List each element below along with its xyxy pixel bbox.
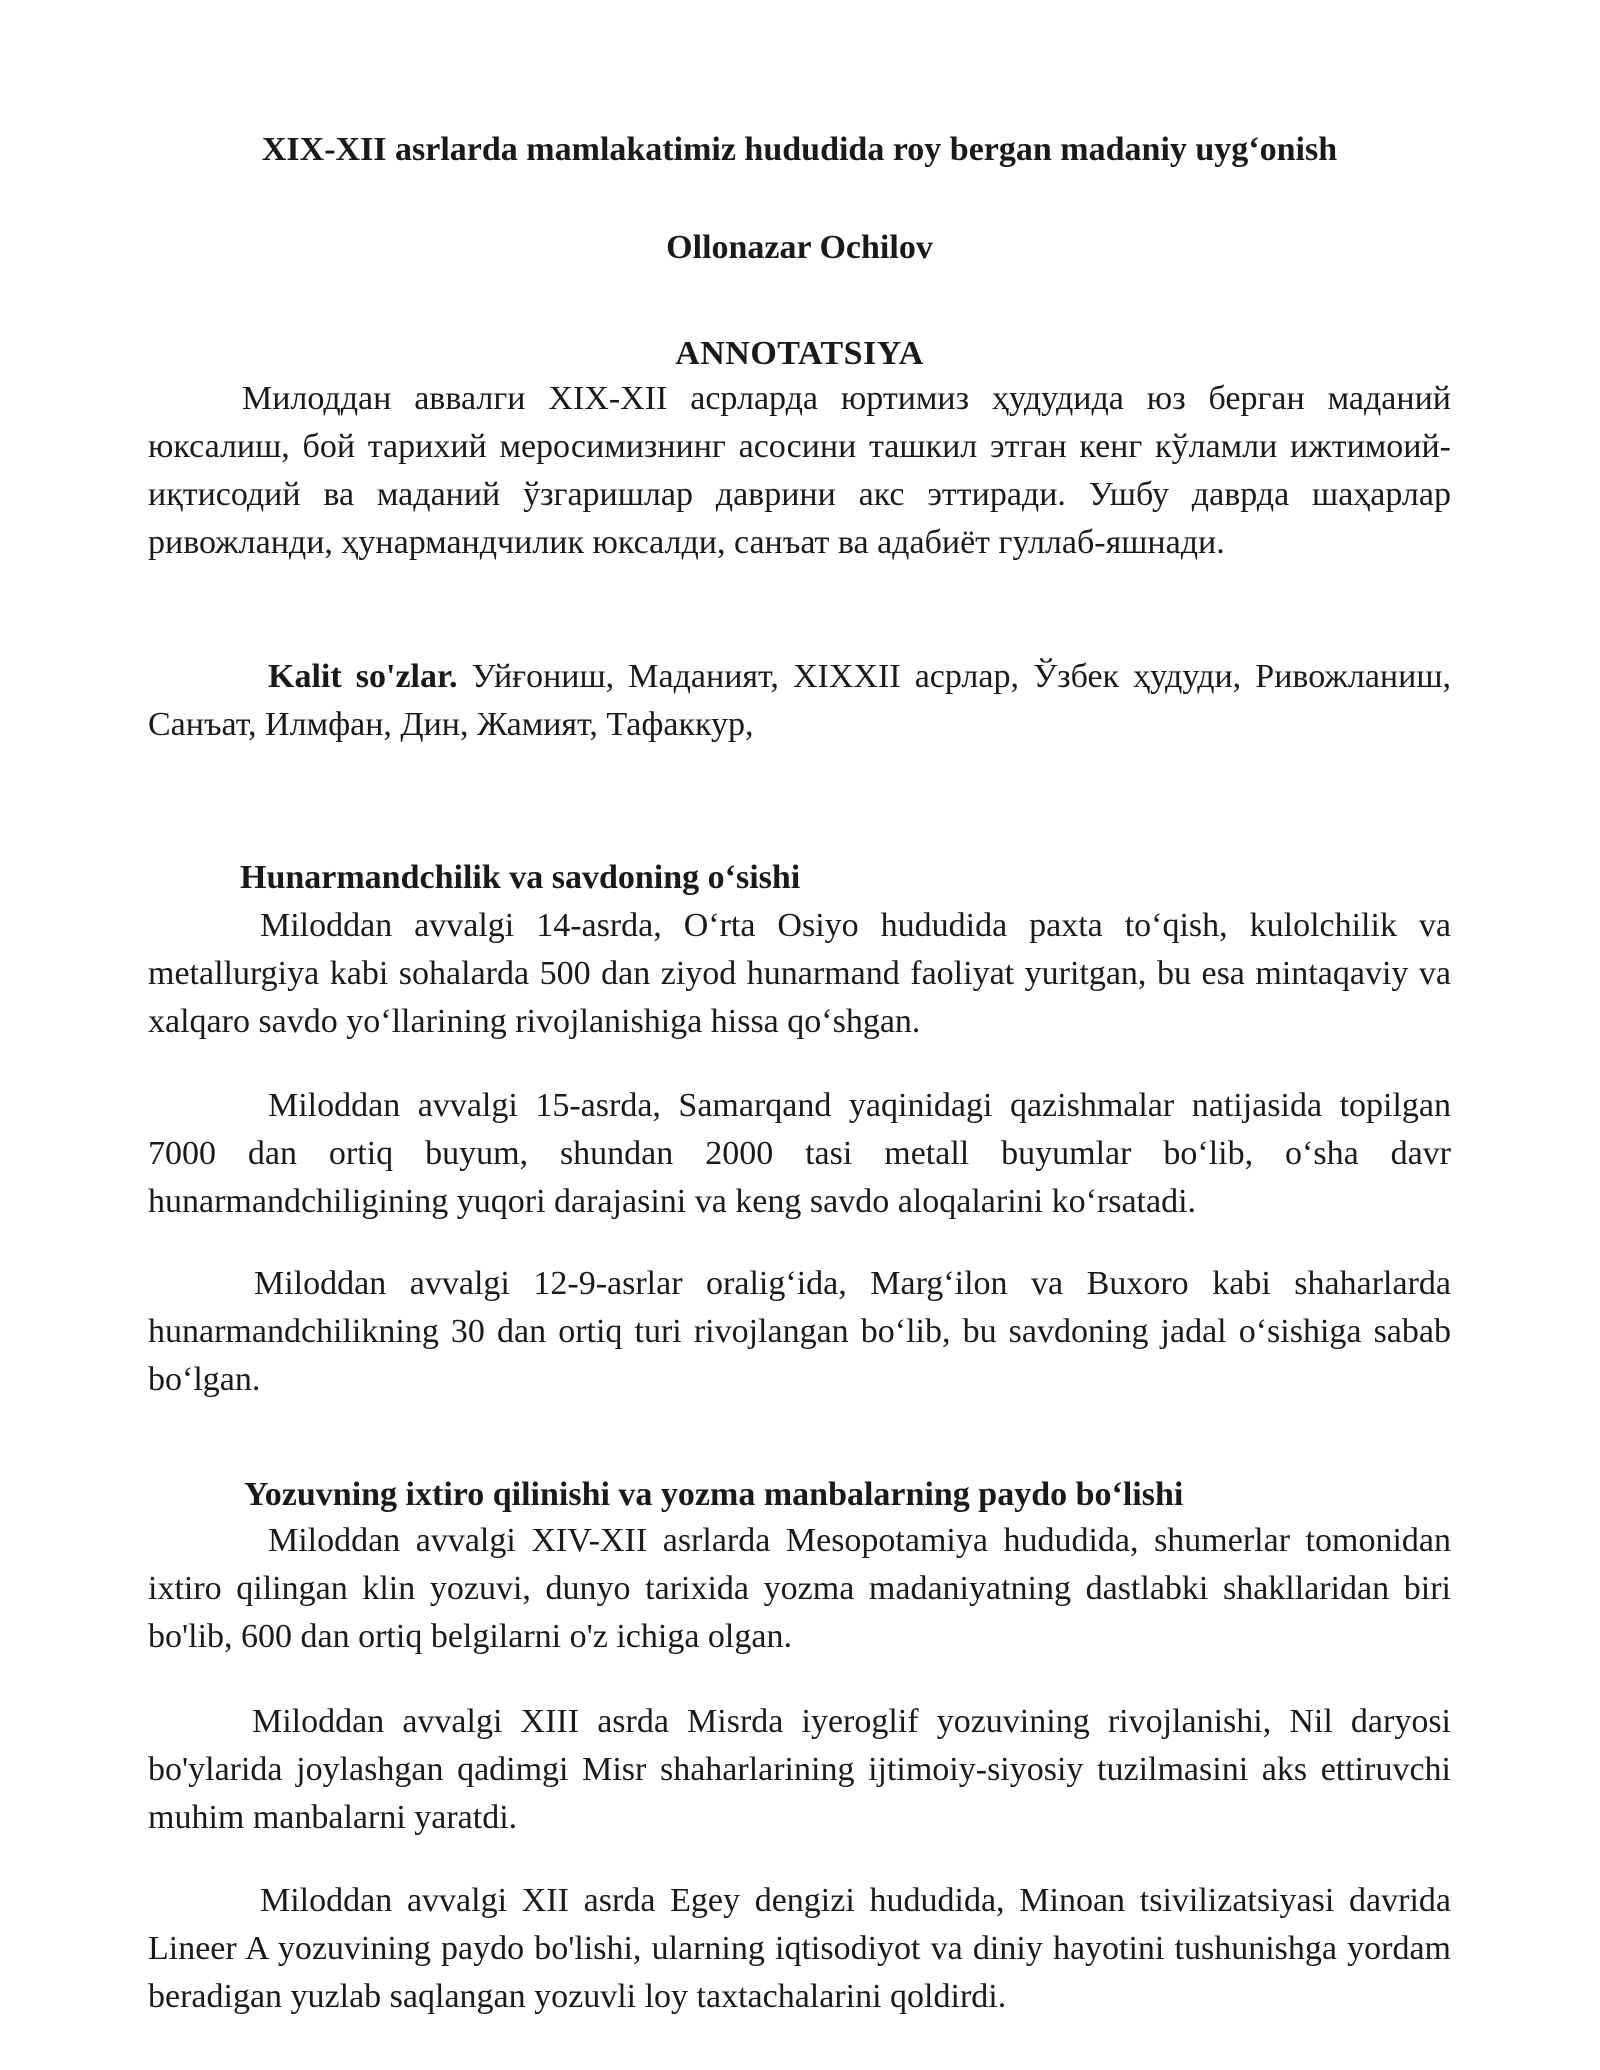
keywords-text: Уйғониш, Маданият, XIXXII асрлар, Ўзбек ҳудуди, Ривожланиш, Санъат, Илмфан, Дин, Жамият, Тафаккур, [148,658,1451,743]
crafts-paragraph-3: Miloddan avvalgi 12-9-asrlar oralig‘ida, Marg‘ilon va Buxoro kabi shaharlarda hunarmandchilikning 30 dan ortiq turi rivojlangan bo‘lib, bu savdoning jadal o‘sishiga sabab bo‘lgan. [148,1265,1451,1398]
author-name: Ollonazar Ochilov [666,229,933,266]
keywords-label: Kalit so'zlar. [268,658,458,695]
section-heading-crafts-trade: Hunarmandchilik va savdoning o‘sishi [240,859,801,896]
abstract-paragraph: Милоддан аввалги XIX-XII асрларда юртимиз ҳудудида юз берган маданий юксалиш, бой тарихий меросимизнинг асосини ташкил этган кенг кўламли ижтимоий-иқтисодий ва маданий ўзгаришлар даврини акс эттиради. Ушбу даврда шаҳарлар ривожланди, ҳунармандчилик юксалди, санъат ва адабиёт гуллаб-яшнади. [148,380,1451,561]
section-heading-writing: Yozuvning ixtiro qilinishi va yozma manbalarning paydo bo‘lishi [244,1476,1184,1513]
writing-paragraph-3: Miloddan avvalgi XII asrda Egey dengizi hududida, Minoan tsivilizatsiyasi davrida Lineer A yozuvining paydo bo'lishi, ularning iqtisodiyot va diniy hayotini tushunishga yordam beradigan yuzlab saqlangan yozuvli loy taxtachalarini qoldirdi. [148,1882,1451,2015]
crafts-paragraph-2: Miloddan avvalgi 15-asrda, Samarqand yaqinidagi qazishmalar natijasida topilgan 7000 dan ortiq buyum, shundan 2000 tasi metall buyumlar bo‘lib, o‘sha davr hunarmandchiligining yuqori darajasini va keng savdo aloqalarini ko‘rsatadi. [148,1087,1451,1220]
writing-paragraph-1: Miloddan avvalgi XIV-XII asrlarda Mesopotamiya hududida, shumerlar tomonidan ixtiro qilingan klin yozuvi, dunyo tarixida yozma madaniyatning dastlabki shakllaridan biri bo'lib, 600 dan ortiq belgilarni o'z ichiga olgan. [148,1522,1451,1655]
abstract-heading: ANNOTATSIYA [675,335,924,372]
writing-paragraph-2: Miloddan avvalgi XIII asrda Misrda iyeroglif yozuvining rivojlanishi, Nil daryosi bo'ylarida joylashgan qadimgi Misr shaharlarining ijtimoiy-siyosiy tuzilmasini aks ettiruvchi muhim manbalarni yaratdi. [148,1703,1451,1836]
document-title: XIX-XII asrlarda mamlakatimiz hududida roy bergan madaniy uyg‘onish [261,131,1338,168]
crafts-paragraph-1: Miloddan avvalgi 14-asrda, O‘rta Osiyo hududida paxta to‘qish, kulolchilik va metallurgiya kabi sohalarda 500 dan ziyod hunarmand faoliyat yuritgan, bu esa mintaqaviy va xalqaro savdo yo‘llarining rivojlanishiga hissa qo‘shgan. [148,907,1451,1040]
keywords-paragraph [148,653,1451,749]
